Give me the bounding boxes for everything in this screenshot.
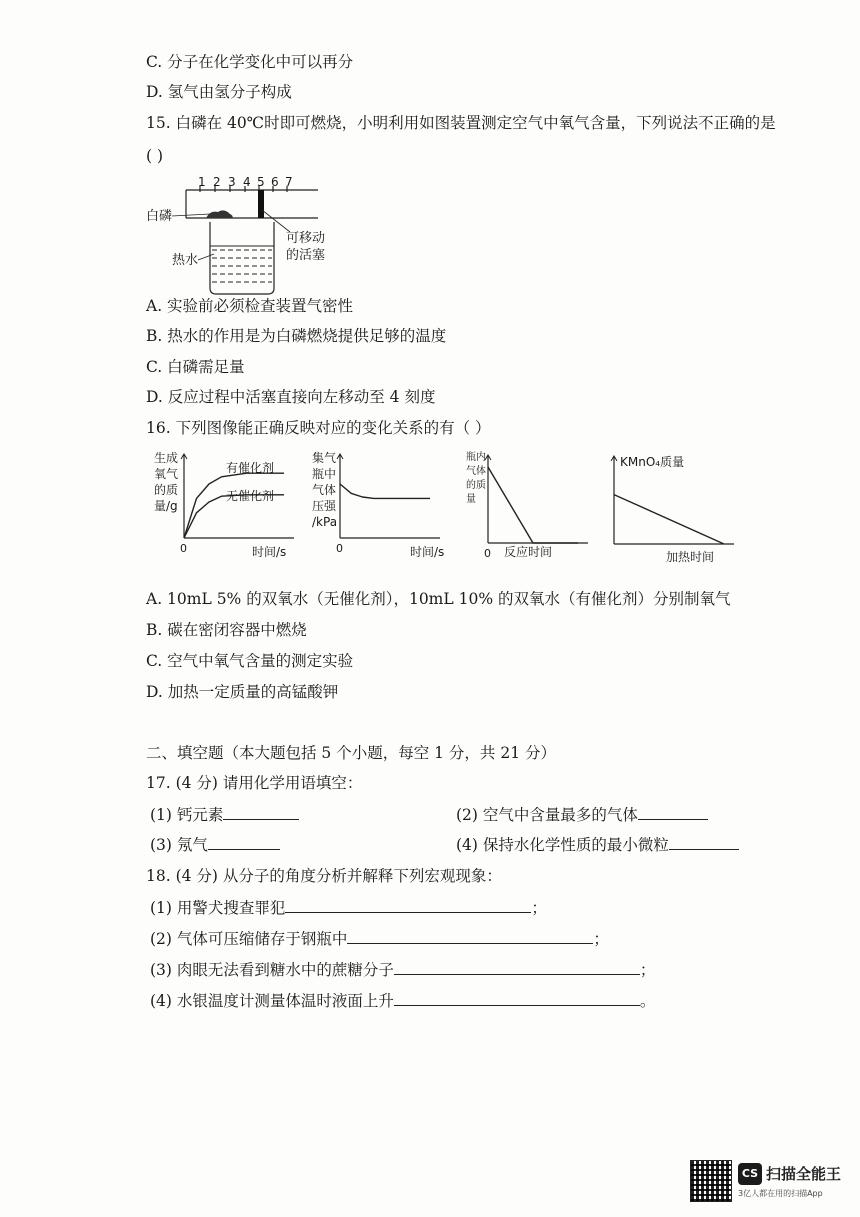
chart-3-origin-label: 0 <box>484 547 491 560</box>
q18-item-3 <box>150 960 655 980</box>
q16-option-b: B. 碳在密闭容器中燃烧 <box>146 621 307 639</box>
chart-2-ylabel-3: 气体 <box>312 483 337 497</box>
label-movable-piston-1: 可移动 <box>286 231 326 246</box>
label-hot-water: 热水 <box>172 253 199 268</box>
chart-3-xlabel: 反应时间 <box>504 545 553 559</box>
q18-blank-4[interactable] <box>394 991 640 1006</box>
chart-1-series-2-label: 无催化剂 <box>226 489 275 503</box>
chart-1-series-1-line <box>184 473 284 538</box>
chart-3-ylabel-4: 量 <box>466 494 476 505</box>
scale-7: 7 <box>285 175 293 189</box>
scale-5: 5 <box>257 175 265 189</box>
q17-blank-4[interactable] <box>669 835 739 850</box>
q17-blank-2[interactable] <box>638 805 708 820</box>
q16-option-c: C. 空气中氧气含量的测定实验 <box>146 652 354 670</box>
q15-stem: 15. 白磷在 40℃时即可燃烧，小明利用如图装置测定空气中氧气含量，下列说法不正确的是 <box>146 114 776 132</box>
label-movable-piston-2: 的活塞 <box>286 248 326 263</box>
q14-option-c: C. 分子在化学变化中可以再分 <box>146 53 354 71</box>
q18-item-2-text: (2) 气体可压缩储存于钢瓶中 <box>150 930 348 948</box>
q16-option-a: A. 10mL 5% 的双氧水（无催化剂），10mL 10% 的双氧水（有催化剂）分别制氧气 <box>146 590 731 608</box>
chart-2-ylabel-4: 压强 <box>312 499 337 513</box>
q17-item-2 <box>456 805 708 825</box>
q18-item-3-end: ； <box>639 961 656 979</box>
q17-item-3-text: (3) 氖气 <box>150 836 208 854</box>
chart-1-origin-label: 0 <box>180 542 187 555</box>
scale-3: 3 <box>228 175 236 189</box>
scanner-watermark <box>690 1160 850 1204</box>
scale-2: 2 <box>213 175 221 189</box>
q18-blank-1[interactable] <box>285 898 531 913</box>
q18-blank-2[interactable] <box>347 929 593 944</box>
chart-1-ylabel-4: 量/g <box>154 499 178 513</box>
chart-4-ylabel-1: KMnO₄质量 <box>620 455 685 469</box>
chart-2-ylabel-2: 瓶中 <box>312 467 337 481</box>
q18-stem: 18. (4 分) 从分子的角度分析并解释下列宏观现象： <box>146 867 502 885</box>
q18-blank-3[interactable] <box>394 960 640 975</box>
q15-apparatus-figure <box>140 170 340 300</box>
chart-3-ylabel-2: 气体 <box>466 466 486 477</box>
q18-item-1-text: (1) 用警犬搜查罪犯 <box>150 899 286 917</box>
q17-item-2-text: (2) 空气中含量最多的气体 <box>456 806 638 824</box>
chart-2-ylabel-1: 集气 <box>312 451 337 465</box>
q18-item-2-end: ； <box>593 930 609 948</box>
piston <box>258 190 264 218</box>
chart-3-ylabel-1: 瓶内 <box>466 452 486 463</box>
watermark-brand: 扫描全能王 <box>766 1165 842 1183</box>
q17-item-4 <box>456 835 739 855</box>
q17-stem: 17. (4 分) 请用化学用语填空： <box>146 774 363 792</box>
q16-charts <box>148 446 738 570</box>
q15-option-a: A. 实验前必须检查装置气密性 <box>146 297 354 315</box>
chart-1-xlabel: 时间/s <box>252 545 287 559</box>
camscanner-logo-icon: CS <box>738 1163 762 1185</box>
chart-4-series-1-line <box>614 495 724 544</box>
q15-answer-paren: ( ) <box>146 147 164 165</box>
q16-stem: 16. 下列图像能正确反映对应的变化关系的有（ ） <box>146 419 491 437</box>
q17-item-4-text: (4) 保持水化学性质的最小微粒 <box>456 836 669 854</box>
q18-item-4-end: 。 <box>639 992 656 1010</box>
label-white-phosphorus: 白磷 <box>146 209 173 224</box>
q18-item-2 <box>150 929 609 949</box>
q15-option-d: D. 反应过程中活塞直接向左移动至 4 刻度 <box>146 388 436 406</box>
chart-2-xlabel: 时间/s <box>410 545 445 559</box>
chart-4-xlabel: 加热时间 <box>666 550 715 564</box>
q18-item-3-text: (3) 肉眼无法看到糖水中的蔗糖分子 <box>150 961 394 979</box>
chart-2-series-1-line <box>340 484 430 498</box>
scale-6: 6 <box>271 175 279 189</box>
section-2-heading: 二、填空题（本大题包括 5 个小题，每空 1 分，共 21 分） <box>146 744 557 762</box>
qr-code-icon <box>690 1160 732 1202</box>
hot-water <box>212 250 272 282</box>
q15-option-c: C. 白磷需足量 <box>146 358 245 376</box>
q18-item-4-text: (4) 水银温度计测量体温时液面上升 <box>150 992 394 1010</box>
q17-item-3 <box>150 835 280 855</box>
q18-item-1-end: ； <box>531 899 547 917</box>
q17-blank-3[interactable] <box>208 835 280 850</box>
q17-item-1 <box>150 805 299 825</box>
q14-option-d: D. 氢气由氢分子构成 <box>146 83 292 101</box>
chart-1-ylabel-2: 氧气 <box>154 467 179 481</box>
chart-2-origin-label: 0 <box>336 542 343 555</box>
chart-1-series-1-label: 有催化剂 <box>226 461 275 475</box>
scale-4: 4 <box>243 175 251 189</box>
scale-1: 1 <box>198 175 206 189</box>
chart-2-ylabel-5: /kPa <box>312 515 338 529</box>
chart-1-ylabel-1: 生成 <box>154 451 179 465</box>
q17-item-1-text: (1) 钙元素 <box>150 806 224 824</box>
watermark-slogan: 3亿人都在用的扫描App <box>738 1189 823 1198</box>
q18-item-4 <box>150 991 655 1011</box>
q15-option-b: B. 热水的作用是为白磷燃烧提供足够的温度 <box>146 327 447 345</box>
q18-item-1 <box>150 898 547 918</box>
chart-1-ylabel-3: 的质 <box>154 483 179 497</box>
q16-option-d: D. 加热一定质量的高锰酸钾 <box>146 683 339 701</box>
chart-3-ylabel-3: 的质 <box>466 480 486 491</box>
chart-3-series-1-line <box>488 467 578 543</box>
q17-blank-1[interactable] <box>223 805 299 820</box>
glass-tube <box>186 186 318 218</box>
